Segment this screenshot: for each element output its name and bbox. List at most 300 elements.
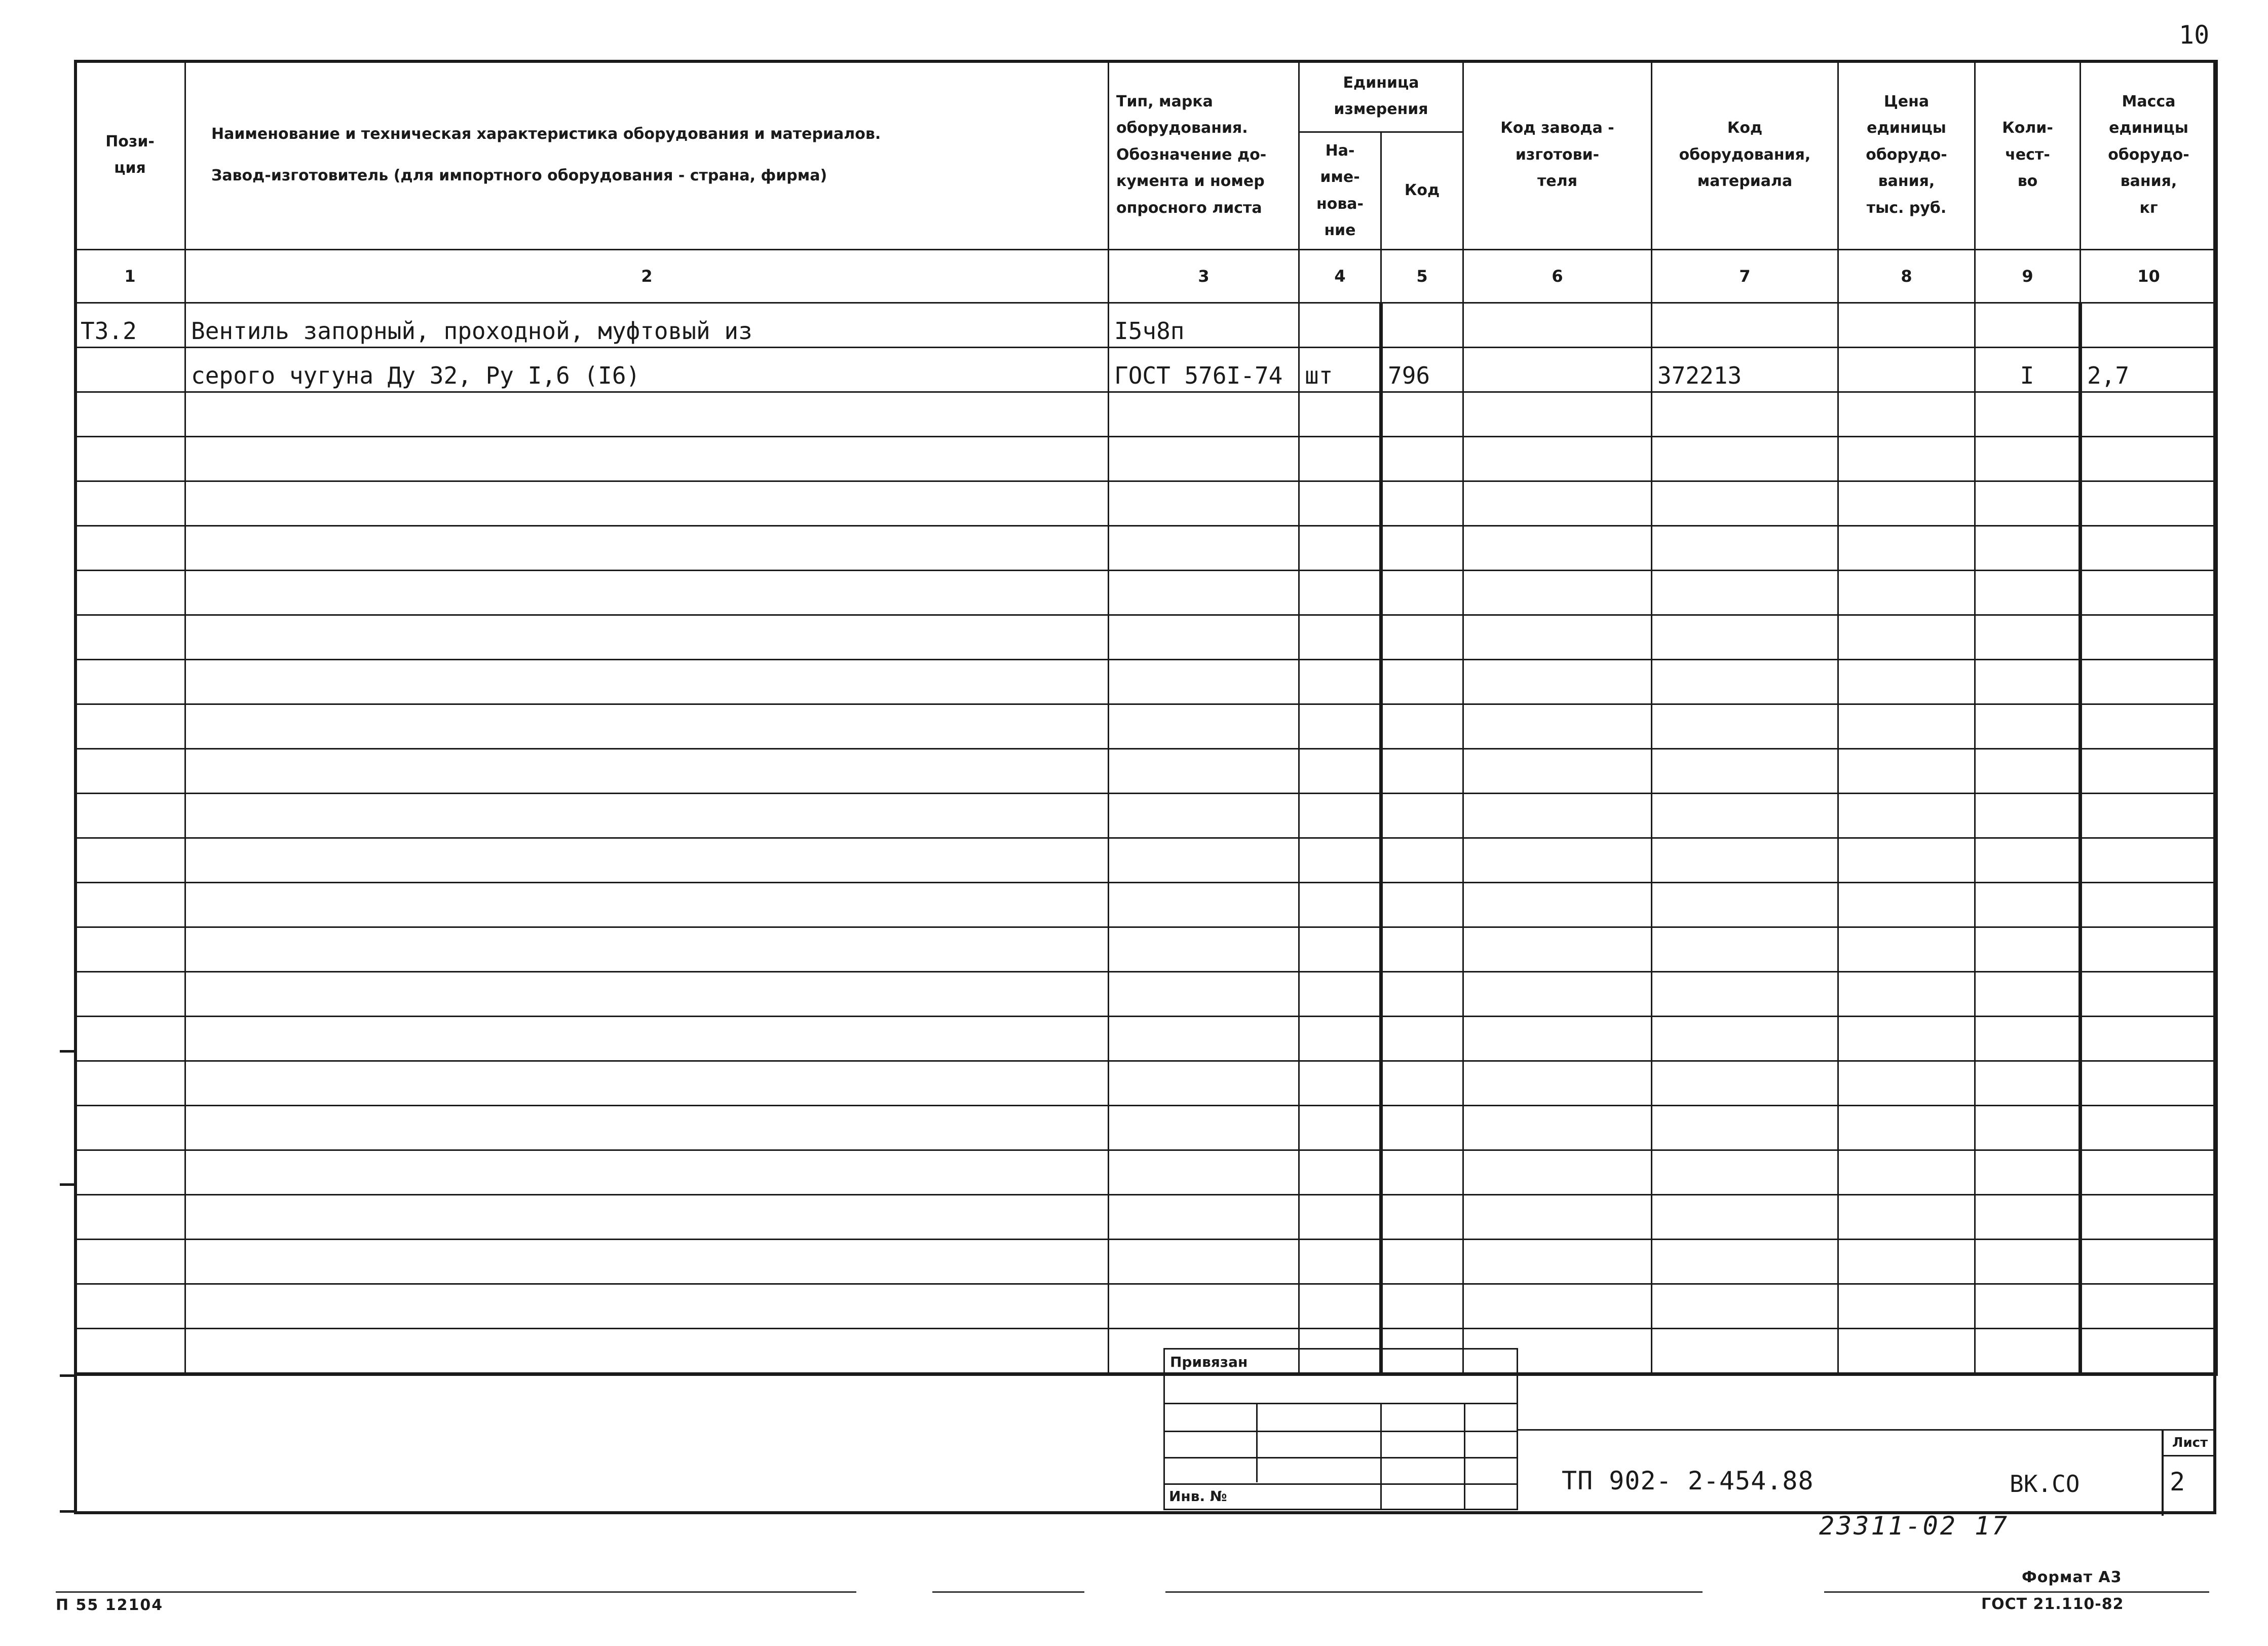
cell-mass [2081,1284,2217,1329]
cell-name [185,1150,1109,1195]
cell-unit-code [1381,303,1463,348]
col-num-9: 9 [1975,250,2081,303]
cell-mass [2081,571,2217,615]
cell-name [185,1061,1109,1106]
cell-maker-code [1463,615,1652,660]
cell-unit [1299,571,1381,615]
cell-qty [1975,526,2081,571]
cell-equip-code [1652,615,1838,660]
col-num-7: 7 [1652,250,1838,303]
cell-type [1109,1195,1299,1240]
cell-unit-code [1381,794,1463,838]
cell-maker-code [1463,1240,1652,1284]
cell-equip-code [1652,972,1838,1017]
cell-unit-code [1381,571,1463,615]
cell-type [1109,972,1299,1017]
cell-maker-code [1463,437,1652,481]
table-row [75,437,2217,481]
cell-equip-code [1652,1061,1838,1106]
header-unit-name-l2: име- [1320,168,1360,186]
cell-maker-code [1463,749,1652,794]
specification-table [74,60,2218,1376]
table-row [75,883,2217,927]
cell-unit-code [1381,660,1463,704]
header-maker-code [1463,61,1652,250]
cell-price [1838,704,1975,749]
cell-maker-code [1463,1017,1652,1061]
cell-maker-code [1463,660,1652,704]
cell-name [185,1284,1109,1329]
stamp-title: Привязан [1170,1354,1248,1370]
cell-qty [1975,615,2081,660]
sheet-label: Лист [2164,1431,2216,1456]
cell-mass [2081,1195,2217,1240]
cell-pos [75,437,185,481]
header-mass [2081,61,2217,250]
cell-maker-code [1463,972,1652,1017]
cell-unit [1299,481,1381,526]
margin-tick [60,1374,75,1377]
cell-equip-code [1652,704,1838,749]
cell-mass [2081,1017,2217,1061]
cell-type [1109,704,1299,749]
cell-name [185,972,1109,1017]
cell-pos [75,481,185,526]
cell-maker-code [1463,1284,1652,1329]
table-row [75,348,2217,392]
cell-price [1838,660,1975,704]
stamp-divider [1380,1404,1382,1509]
cell-pos [75,927,185,972]
cell-qty [1975,927,2081,972]
col-num-8: 8 [1838,250,1975,303]
header-price-l2: единицы [1867,119,1946,137]
cell-unit-code [1381,1284,1463,1329]
header-type-l2: оборудования. [1116,119,1248,137]
cell-unit-code [1381,1106,1463,1150]
cell-equip-code [1652,1329,1838,1374]
cell-qty [1975,1195,2081,1240]
cell-price [1838,1329,1975,1374]
cell-qty [1975,749,2081,794]
cell-type: ГОСТ 576I-74 [1109,348,1299,392]
cell-mass [2081,704,2217,749]
header-position-l2: ция [114,159,146,177]
cell-pos [75,1240,185,1284]
cell-equip-code [1652,1017,1838,1061]
cell-equip-code [1652,303,1838,348]
cell-unit [1299,1240,1381,1284]
cell-price [1838,1195,1975,1240]
cell-qty [1975,571,2081,615]
cell-maker-code [1463,1150,1652,1195]
cell-equip-code [1652,1284,1838,1329]
cell-qty [1975,1240,2081,1284]
cell-pos [75,1150,185,1195]
header-position [75,61,185,250]
cell-unit [1299,1284,1381,1329]
header-unit-name-l3: нова- [1316,195,1364,213]
handwritten-number: 23311-02 17 [1819,1511,2010,1541]
col-num-10: 10 [2081,250,2217,303]
cell-unit-code [1381,392,1463,437]
cell-name [185,794,1109,838]
cell-qty [1975,1017,2081,1061]
cell-qty [1975,1284,2081,1329]
cell-equip-code [1652,660,1838,704]
cell-maker-code [1463,392,1652,437]
cell-pos [75,883,185,927]
cell-name [185,1329,1109,1374]
header-price-l3: оборудо- [1866,145,1947,164]
cell-name [185,1240,1109,1284]
cell-unit [1299,437,1381,481]
cell-type [1109,437,1299,481]
cell-mass [2081,927,2217,972]
cell-mass [2081,660,2217,704]
col-num-2: 2 [185,250,1109,303]
cell-equip-code [1652,392,1838,437]
header-row [75,61,2217,132]
header-mass-l5: кг [2139,199,2158,217]
cell-unit-code: 796 [1381,348,1463,392]
cell-price [1838,1284,1975,1329]
cell-type [1109,1284,1299,1329]
cell-mass [2081,794,2217,838]
cell-equip-code [1652,1240,1838,1284]
cell-name [185,526,1109,571]
cell-unit-code [1381,1195,1463,1240]
cell-unit-code [1381,1150,1463,1195]
title-block [1518,1429,2216,1514]
table-row [75,303,2217,348]
cell-maker-code [1463,704,1652,749]
table-row [75,571,2217,615]
footer-rule [56,1591,856,1593]
cell-type [1109,1017,1299,1061]
cell-mass [2081,1240,2217,1284]
cell-mass [2081,1150,2217,1195]
header-quantity-l1: Коли- [2002,119,2053,137]
cell-maker-code [1463,794,1652,838]
table-row [75,704,2217,749]
table-row [75,1061,2217,1106]
header-quantity [1975,61,2081,250]
cell-price [1838,1240,1975,1284]
cell-qty [1975,1329,2081,1374]
header-type-l5: опросного листа [1116,199,1262,217]
cell-maker-code [1463,1195,1652,1240]
cell-type [1109,794,1299,838]
cell-unit [1299,749,1381,794]
cell-unit-code [1381,883,1463,927]
table-row [75,392,2217,437]
cell-price [1838,481,1975,526]
cell-pos [75,571,185,615]
cell-pos [75,838,185,883]
cell-unit-code [1381,838,1463,883]
cell-unit-code [1381,704,1463,749]
header-price-l4: вания, [1878,172,1935,191]
footer-rule [1165,1591,1703,1593]
cell-equip-code [1652,571,1838,615]
cell-pos [75,526,185,571]
cell-unit [1299,1150,1381,1195]
table-row [75,481,2217,526]
cell-unit-code [1381,1061,1463,1106]
header-quantity-l2: чест- [2005,145,2050,164]
cell-qty: I [1975,348,2081,392]
cell-maker-code [1463,571,1652,615]
cell-price [1838,1017,1975,1061]
header-unit-name [1299,132,1381,250]
cell-type [1109,571,1299,615]
table-row [75,749,2217,794]
header-maker-code-l3: теля [1537,172,1577,191]
header-unit-group-l2: измерения [1334,100,1428,119]
document-code: ТП 902- 2-454.88 [1562,1466,1814,1495]
footer-standard: ГОСТ 21.110-82 [1981,1595,2124,1613]
cell-equip-code [1652,749,1838,794]
cell-name [185,1017,1109,1061]
cell-name [185,927,1109,972]
cell-qty [1975,660,2081,704]
binding-stamp [1163,1348,1518,1510]
table-row [75,1195,2217,1240]
header-equip-code-l2: оборудования, [1679,145,1811,164]
cell-name [185,392,1109,437]
cell-unit [1299,1061,1381,1106]
cell-maker-code [1463,303,1652,348]
cell-mass [2081,838,2217,883]
header-equip-code [1652,61,1838,250]
cell-type [1109,883,1299,927]
cell-mass [2081,437,2217,481]
cell-type [1109,526,1299,571]
cell-equip-code [1652,1106,1838,1150]
header-price-l1: Цена [1883,92,1930,110]
corner-mark: 10 [2179,20,2210,50]
cell-pos [75,749,185,794]
cell-name [185,704,1109,749]
cell-price [1838,348,1975,392]
cell-qty [1975,481,2081,526]
cell-type: I5ч8п [1109,303,1299,348]
footer-rule [1824,1591,2209,1593]
cell-equip-code [1652,1195,1838,1240]
cell-price [1838,526,1975,571]
cell-price [1838,749,1975,794]
cell-name: Вентиль запорный, проходной, муфтовый из [185,303,1109,348]
cell-name [185,571,1109,615]
cell-name [185,883,1109,927]
header-price-l5: тыс. руб. [1866,199,1947,217]
cell-unit-code [1381,749,1463,794]
cell-qty [1975,392,2081,437]
cell-maker-code [1463,838,1652,883]
table-row [75,1106,2217,1150]
cell-unit [1299,1195,1381,1240]
inventory-number-label: Инв. № [1169,1488,1227,1505]
footer-rule [932,1591,1084,1593]
cell-type [1109,927,1299,972]
col-num-5: 5 [1381,250,1463,303]
table-row [75,660,2217,704]
cell-pos [75,704,185,749]
cell-equip-code [1652,794,1838,838]
header-position-l1: Пози- [105,132,155,151]
cell-unit [1299,883,1381,927]
header-mass-l2: единицы [2109,119,2188,137]
cell-qty [1975,1150,2081,1195]
cell-price [1838,437,1975,481]
cell-maker-code [1463,526,1652,571]
header-equip-code-l1: Код [1727,119,1763,137]
cell-price [1838,1106,1975,1150]
cell-pos [75,972,185,1017]
cell-equip-code [1652,1150,1838,1195]
header-mass-l3: оборудо- [2108,145,2189,164]
cell-maker-code [1463,348,1652,392]
table-row [75,1284,2217,1329]
table-row [75,838,2217,883]
col-num-3: 3 [1109,250,1299,303]
cell-pos [75,660,185,704]
cell-pos [75,392,185,437]
header-name [185,61,1109,250]
header-unit-group [1299,61,1463,132]
cell-type [1109,1061,1299,1106]
cell-price [1838,1150,1975,1195]
cell-price [1838,927,1975,972]
cell-mass [2081,1061,2217,1106]
cell-pos [75,615,185,660]
header-unit-code: Код [1381,132,1463,250]
header-type-l4: кумента и номер [1116,172,1265,191]
cell-mass [2081,883,2217,927]
cell-mass [2081,972,2217,1017]
cell-price [1838,883,1975,927]
margin-tick [60,1050,75,1053]
cell-pos [75,1061,185,1106]
cell-price [1838,794,1975,838]
table-row [75,615,2217,660]
header-mass-l1: Масса [2122,92,2176,110]
cell-mass [2081,749,2217,794]
cell-name [185,838,1109,883]
cell-maker-code [1463,927,1652,972]
header-equip-code-l3: материала [1697,172,1793,191]
cell-unit [1299,303,1381,348]
cell-pos [75,1017,185,1061]
stamp-divider [1464,1404,1465,1509]
cell-name [185,660,1109,704]
header-unit-name-l1: На- [1325,141,1355,160]
header-mass-l4: вания, [2120,172,2177,191]
cell-mass: 2,7 [2081,348,2217,392]
cell-equip-code: 372213 [1652,348,1838,392]
cell-qty [1975,883,2081,927]
cell-type [1109,615,1299,660]
cell-qty [1975,838,2081,883]
header-type-l3: Обозначение до- [1116,145,1267,164]
footer-left-code: П 55 12104 [56,1596,164,1614]
cell-qty [1975,1106,2081,1150]
cell-type [1109,1240,1299,1284]
cell-unit [1299,794,1381,838]
header-type [1109,61,1299,250]
cell-qty [1975,437,2081,481]
cell-mass [2081,1106,2217,1150]
table-row [75,927,2217,972]
stamp-divider [1256,1404,1258,1482]
column-number-row [75,250,2217,303]
table-row [75,1017,2217,1061]
cell-pos [75,794,185,838]
cell-maker-code [1463,1061,1652,1106]
sheet-box [2162,1431,2216,1516]
header-unit-name-l4: ние [1324,221,1356,240]
cell-maker-code [1463,883,1652,927]
cell-mass [2081,392,2217,437]
cell-maker-code [1463,481,1652,526]
cell-unit [1299,660,1381,704]
col-num-1: 1 [75,250,185,303]
cell-unit [1299,704,1381,749]
header-unit-group-l1: Единица [1343,73,1419,92]
col-num-6: 6 [1463,250,1652,303]
cell-mass [2081,303,2217,348]
cell-unit [1299,972,1381,1017]
table-row [75,972,2217,1017]
margin-tick [60,1510,75,1513]
cell-unit [1299,838,1381,883]
header-maker-code-l1: Код завода - [1500,119,1614,137]
cell-pos [75,348,185,392]
cell-unit [1299,1106,1381,1150]
cell-pos [75,1284,185,1329]
cell-qty [1975,303,2081,348]
table-row [75,1329,2217,1374]
cell-qty [1975,1061,2081,1106]
cell-unit-code [1381,481,1463,526]
cell-mass [2081,615,2217,660]
cell-type [1109,1106,1299,1150]
cell-equip-code [1652,526,1838,571]
margin-tick [60,1183,75,1186]
header-maker-code-l2: изготови- [1515,145,1600,164]
cell-price [1838,615,1975,660]
cell-qty [1975,704,2081,749]
cell-pos: Т3.2 [75,303,185,348]
cell-unit [1299,615,1381,660]
cell-qty [1975,794,2081,838]
cell-price [1838,838,1975,883]
sheet-number: 2 [2170,1467,2185,1497]
cell-unit-code [1381,1017,1463,1061]
header-type-l1: Тип, марка [1116,92,1213,110]
col-num-4: 4 [1299,250,1381,303]
cell-unit-code [1381,437,1463,481]
header-quantity-l3: во [2017,172,2038,191]
cell-type [1109,1150,1299,1195]
table-row [75,1240,2217,1284]
cell-name [185,1195,1109,1240]
cell-qty [1975,972,2081,1017]
cell-name: серого чугуна Ду 32, Ру I,6 (I6) [185,348,1109,392]
table-row [75,526,2217,571]
cell-price [1838,972,1975,1017]
